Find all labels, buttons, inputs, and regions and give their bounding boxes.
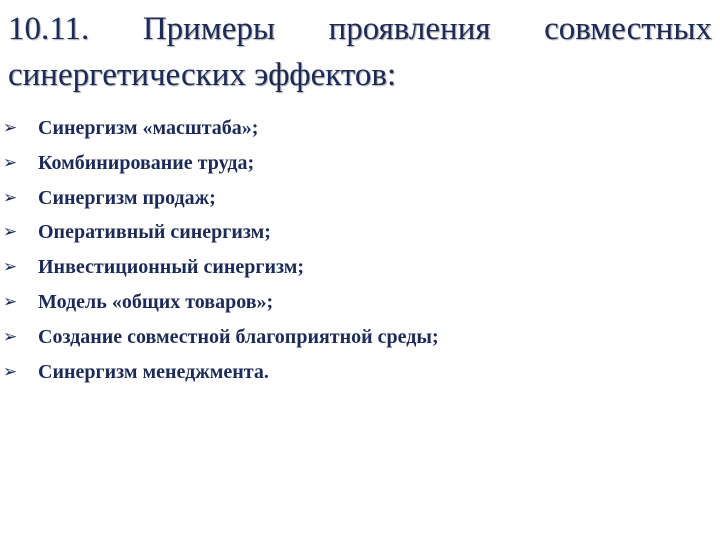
bullet-text: Синергизм продаж;: [38, 186, 216, 209]
list-item: [0, 356, 710, 391]
slide-title: [8, 6, 712, 98]
bullet-text: Создание совместной благоприятной среды;: [38, 325, 439, 348]
arrowhead-bullet-icon: ➢: [3, 118, 18, 138]
arrowhead-bullet-icon: ➢: [3, 361, 18, 382]
list-item: [0, 251, 710, 286]
list-item: [0, 321, 710, 356]
bullet-text: Инвестиционный синергизм;: [38, 256, 305, 279]
arrowhead-bullet-icon: ➢: [3, 187, 18, 208]
list-item: [0, 112, 710, 147]
arrowhead-bullet-icon: ➢: [3, 257, 18, 278]
arrowhead-bullet-icon: ➢: [3, 326, 18, 347]
arrowhead-bullet-icon: ➢: [3, 291, 18, 312]
list-item: [0, 182, 710, 217]
title-line-1: 10.11. Примеры проявления совместных: [8, 11, 712, 47]
list-item: [0, 147, 710, 182]
bullet-list: [0, 112, 710, 390]
bullet-text: Оперативный синергизм;: [38, 221, 271, 244]
bullet-text: Комбинирование труда;: [38, 151, 255, 174]
bullet-text: Синергизм менеджмента.: [38, 360, 269, 383]
list-item: [0, 286, 710, 321]
title-line-2: синергетических эффектов:: [8, 57, 397, 93]
arrowhead-bullet-icon: ➢: [3, 152, 18, 173]
arrowhead-bullet-icon: ➢: [3, 222, 18, 243]
list-item: [0, 216, 710, 251]
bullet-text: Модель «общих товаров»;: [38, 290, 274, 313]
bullet-text: Синергизм «масштаба»;: [38, 117, 259, 139]
